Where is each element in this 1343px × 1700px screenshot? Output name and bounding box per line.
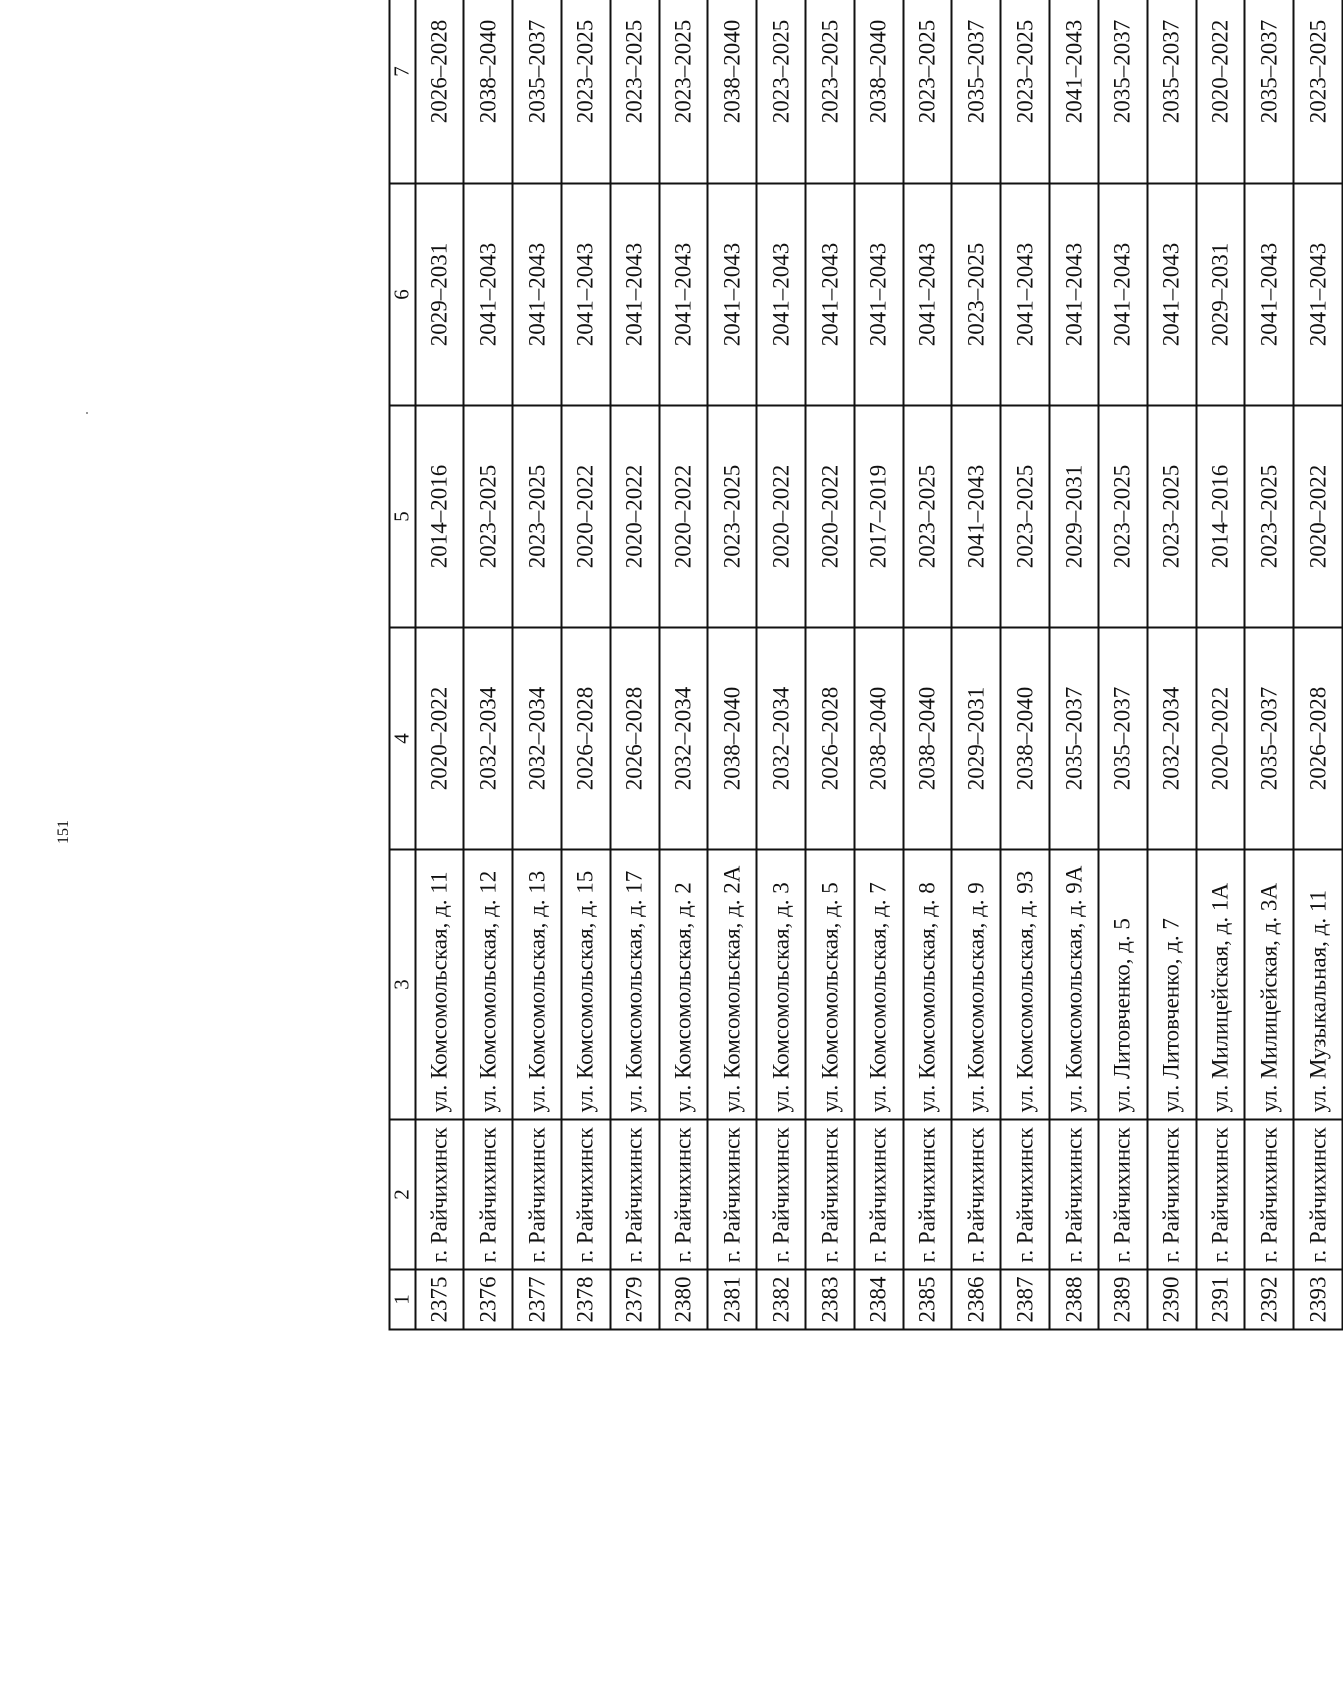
- period-col-4-cell: 2026–2028: [1293, 627, 1342, 849]
- period-col-4-cell: 2020–2022: [1196, 627, 1245, 849]
- period-col-7-cell: 2020–2022: [1196, 0, 1245, 183]
- table-row: [1244, 0, 1293, 1329]
- period-col-4-cell: 2026–2028: [561, 627, 610, 849]
- period-col-5-cell: 2014–2016: [415, 405, 464, 627]
- city-cell: г. Райчихинск: [951, 1119, 1000, 1269]
- city-cell: г. Райчихинск: [1196, 1119, 1245, 1269]
- period-col-7-cell: 2035–2037: [1147, 0, 1196, 183]
- city-cell: г. Райчихинск: [561, 1119, 610, 1269]
- row-number: 2383: [805, 1269, 854, 1329]
- period-col-5-cell: 2023–2025: [1244, 405, 1293, 627]
- header-col-7: 7: [389, 0, 415, 183]
- city-cell: г. Райчихинск: [1147, 1119, 1196, 1269]
- address-cell: ул. Литовченко, д. 5: [1098, 849, 1147, 1119]
- period-col-6-cell: 2041–2043: [1147, 183, 1196, 405]
- city-cell: г. Райчихинск: [1049, 1119, 1098, 1269]
- table-row: [1196, 0, 1245, 1329]
- header-col-4: 4: [389, 627, 415, 849]
- address-cell: ул. Комсомольская, д. 12: [463, 849, 512, 1119]
- header-row: [389, 0, 415, 1329]
- address-cell: ул. Комсомольская, д. 9: [951, 849, 1000, 1119]
- table-row: [610, 0, 659, 1329]
- address-cell: ул. Комсомольская, д. 8: [903, 849, 952, 1119]
- table-row: [659, 0, 708, 1329]
- city-cell: г. Райчихинск: [415, 1119, 464, 1269]
- period-col-6-cell: 2041–2043: [805, 183, 854, 405]
- period-col-5-cell: 2020–2022: [805, 405, 854, 627]
- row-number: 2384: [854, 1269, 903, 1329]
- row-number: 2392: [1244, 1269, 1293, 1329]
- row-number: 2377: [512, 1269, 561, 1329]
- header-col-2: 2: [389, 1119, 415, 1269]
- period-col-6-cell: 2029–2031: [415, 183, 464, 405]
- period-col-4-cell: 2038–2040: [903, 627, 952, 849]
- header-col-5: 5: [389, 405, 415, 627]
- period-col-6-cell: 2041–2043: [903, 183, 952, 405]
- period-col-7-cell: 2038–2040: [463, 0, 512, 183]
- address-cell: ул. Комсомольская, д. 15: [561, 849, 610, 1119]
- period-col-6-cell: 2041–2043: [854, 183, 903, 405]
- city-cell: г. Райчихинск: [463, 1119, 512, 1269]
- schedule-table-rotated: [388, 0, 1343, 1330]
- row-number: 2379: [610, 1269, 659, 1329]
- period-col-4-cell: 2038–2040: [854, 627, 903, 849]
- row-number: 2375: [415, 1269, 464, 1329]
- period-col-6-cell: 2041–2043: [1098, 183, 1147, 405]
- table-row: [463, 0, 512, 1329]
- period-col-6-cell: 2041–2043: [1000, 183, 1049, 405]
- period-col-7-cell: 2023–2025: [756, 0, 805, 183]
- period-col-5-cell: 2023–2025: [707, 405, 756, 627]
- period-col-6-cell: 2041–2043: [463, 183, 512, 405]
- row-number: 2385: [903, 1269, 952, 1329]
- period-col-7-cell: 2026–2028: [415, 0, 464, 183]
- table-row: [756, 0, 805, 1329]
- period-col-6-cell: 2041–2043: [1049, 183, 1098, 405]
- city-cell: г. Райчихинск: [1244, 1119, 1293, 1269]
- period-col-4-cell: 2032–2034: [756, 627, 805, 849]
- address-cell: ул. Музыкальная, д. 11: [1293, 849, 1342, 1119]
- page-number: 151: [55, 820, 72, 844]
- city-cell: г. Райчихинск: [610, 1119, 659, 1269]
- address-cell: ул. Комсомольская, д. 7: [854, 849, 903, 1119]
- period-col-6-cell: 2023–2025: [951, 183, 1000, 405]
- period-col-4-cell: 2020–2022: [415, 627, 464, 849]
- city-cell: г. Райчихинск: [1293, 1119, 1342, 1269]
- city-cell: г. Райчихинск: [707, 1119, 756, 1269]
- period-col-4-cell: 2032–2034: [512, 627, 561, 849]
- header-col-6: 6: [389, 183, 415, 405]
- period-col-5-cell: 2020–2022: [561, 405, 610, 627]
- city-cell: г. Райчихинск: [1000, 1119, 1049, 1269]
- table-row: [951, 0, 1000, 1329]
- table-row: [1293, 0, 1342, 1329]
- period-col-7-cell: 2023–2025: [610, 0, 659, 183]
- period-col-7-cell: 2023–2025: [659, 0, 708, 183]
- period-col-6-cell: 2041–2043: [610, 183, 659, 405]
- address-cell: ул. Комсомольская, д. 17: [610, 849, 659, 1119]
- period-col-4-cell: 2035–2037: [1098, 627, 1147, 849]
- address-cell: ул. Литовченко, д. 7: [1147, 849, 1196, 1119]
- period-col-5-cell: 2020–2022: [756, 405, 805, 627]
- period-col-6-cell: 2041–2043: [707, 183, 756, 405]
- address-cell: ул. Комсомольская, д. 5: [805, 849, 854, 1119]
- period-col-5-cell: 2041–2043: [951, 405, 1000, 627]
- address-cell: ул. Милицейская, д. 1А: [1196, 849, 1245, 1119]
- table-row: [415, 0, 464, 1329]
- period-col-6-cell: 2041–2043: [1293, 183, 1342, 405]
- address-cell: ул. Комсомольская, д. 9А: [1049, 849, 1098, 1119]
- row-number: 2380: [659, 1269, 708, 1329]
- period-col-5-cell: 2023–2025: [512, 405, 561, 627]
- row-number: 2390: [1147, 1269, 1196, 1329]
- period-col-7-cell: 2038–2040: [707, 0, 756, 183]
- row-number: 2389: [1098, 1269, 1147, 1329]
- period-col-4-cell: 2032–2034: [463, 627, 512, 849]
- address-cell: ул. Милицейская, д. 3А: [1244, 849, 1293, 1119]
- city-cell: г. Райчихинск: [512, 1119, 561, 1269]
- period-col-5-cell: 2029–2031: [1049, 405, 1098, 627]
- table-row: [1000, 0, 1049, 1329]
- period-col-4-cell: 2029–2031: [951, 627, 1000, 849]
- period-col-4-cell: 2038–2040: [707, 627, 756, 849]
- table-row: [1098, 0, 1147, 1329]
- period-col-4-cell: 2035–2037: [1049, 627, 1098, 849]
- period-col-6-cell: 2041–2043: [1244, 183, 1293, 405]
- table-row: [903, 0, 952, 1329]
- period-col-4-cell: 2026–2028: [805, 627, 854, 849]
- period-col-5-cell: 2020–2022: [659, 405, 708, 627]
- row-number: 2376: [463, 1269, 512, 1329]
- period-col-7-cell: 2023–2025: [805, 0, 854, 183]
- period-col-7-cell: 2035–2037: [512, 0, 561, 183]
- city-cell: г. Райчихинск: [903, 1119, 952, 1269]
- scan-speck: [86, 412, 88, 414]
- period-col-6-cell: 2029–2031: [1196, 183, 1245, 405]
- address-cell: ул. Комсомольская, д. 2: [659, 849, 708, 1119]
- period-col-5-cell: 2023–2025: [1000, 405, 1049, 627]
- period-col-4-cell: 2032–2034: [1147, 627, 1196, 849]
- period-col-4-cell: 2032–2034: [659, 627, 708, 849]
- row-number: 2387: [1000, 1269, 1049, 1329]
- city-cell: г. Райчихинск: [805, 1119, 854, 1269]
- table-row: [1147, 0, 1196, 1329]
- address-cell: ул. Комсомольская, д. 3: [756, 849, 805, 1119]
- row-number: 2381: [707, 1269, 756, 1329]
- period-col-5-cell: 2014–2016: [1196, 405, 1245, 627]
- address-cell: ул. Комсомольская, д. 13: [512, 849, 561, 1119]
- row-number: 2393: [1293, 1269, 1342, 1329]
- row-number: 2386: [951, 1269, 1000, 1329]
- period-col-4-cell: 2035–2037: [1244, 627, 1293, 849]
- period-col-7-cell: 2038–2040: [854, 0, 903, 183]
- city-cell: г. Райчихинск: [659, 1119, 708, 1269]
- header-col-3: 3: [389, 849, 415, 1119]
- period-col-5-cell: 2023–2025: [1147, 405, 1196, 627]
- table-row: [1049, 0, 1098, 1329]
- period-col-6-cell: 2041–2043: [659, 183, 708, 405]
- schedule-table: [388, 0, 1343, 1330]
- city-cell: г. Райчихинск: [1098, 1119, 1147, 1269]
- table-row: [512, 0, 561, 1329]
- table-row: [707, 0, 756, 1329]
- address-cell: ул. Комсомольская, д. 2А: [707, 849, 756, 1119]
- row-number: 2378: [561, 1269, 610, 1329]
- period-col-6-cell: 2041–2043: [512, 183, 561, 405]
- period-col-7-cell: 2035–2037: [1098, 0, 1147, 183]
- period-col-6-cell: 2041–2043: [561, 183, 610, 405]
- city-cell: г. Райчихинск: [756, 1119, 805, 1269]
- period-col-7-cell: 2023–2025: [903, 0, 952, 183]
- period-col-5-cell: 2020–2022: [1293, 405, 1342, 627]
- address-cell: ул. Комсомольская, д. 93: [1000, 849, 1049, 1119]
- period-col-7-cell: 2035–2037: [1244, 0, 1293, 183]
- period-col-4-cell: 2026–2028: [610, 627, 659, 849]
- address-cell: ул. Комсомольская, д. 11: [415, 849, 464, 1119]
- table-row: [561, 0, 610, 1329]
- period-col-7-cell: 2023–2025: [561, 0, 610, 183]
- table-row: [805, 0, 854, 1329]
- header-col-1: 1: [389, 1269, 415, 1329]
- period-col-5-cell: 2023–2025: [463, 405, 512, 627]
- period-col-5-cell: 2020–2022: [610, 405, 659, 627]
- period-col-5-cell: 2017–2019: [854, 405, 903, 627]
- table-row: [854, 0, 903, 1329]
- row-number: 2388: [1049, 1269, 1098, 1329]
- row-number: 2382: [756, 1269, 805, 1329]
- period-col-4-cell: 2038–2040: [1000, 627, 1049, 849]
- period-col-7-cell: 2023–2025: [1293, 0, 1342, 183]
- period-col-5-cell: 2023–2025: [1098, 405, 1147, 627]
- table-body: [415, 0, 1342, 1329]
- period-col-7-cell: 2041–2043: [1049, 0, 1098, 183]
- row-number: 2391: [1196, 1269, 1245, 1329]
- period-col-5-cell: 2023–2025: [903, 405, 952, 627]
- period-col-6-cell: 2041–2043: [756, 183, 805, 405]
- period-col-7-cell: 2023–2025: [1000, 0, 1049, 183]
- city-cell: г. Райчихинск: [854, 1119, 903, 1269]
- period-col-7-cell: 2035–2037: [951, 0, 1000, 183]
